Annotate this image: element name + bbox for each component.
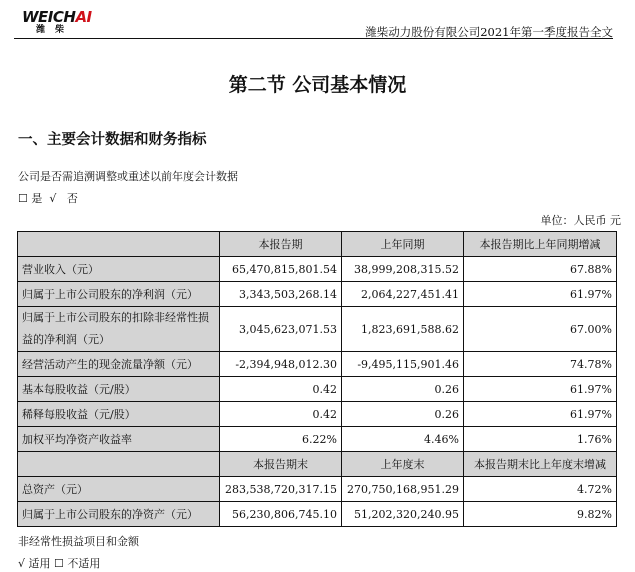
col-header: 本报告期末 bbox=[220, 452, 342, 477]
table-row: 基本每股收益（元/股） 0.42 0.26 61.97% bbox=[18, 377, 617, 402]
col-header: 本报告期 bbox=[220, 232, 342, 257]
col-header: 本报告期比上年同期增减 bbox=[464, 232, 617, 257]
nonrecurring-title: 非经常性损益项目和金额 bbox=[18, 535, 139, 548]
checkbox-empty-icon: ☐ bbox=[54, 557, 64, 570]
table-row: 归属于上市公司股东的扣除非经常性损益的净利润（元） 3,045,623,071.53 1,823,691,588.62 67.00% bbox=[18, 307, 617, 352]
table-row: 营业收入（元） 65,470,815,801.54 38,999,208,315.52 67.88% bbox=[18, 257, 617, 282]
logo-text-accent: AI bbox=[75, 8, 92, 26]
option-yes: 是 bbox=[31, 192, 43, 205]
option-not-applicable: 不适用 bbox=[67, 557, 101, 570]
logo-text: WEICH bbox=[22, 8, 76, 26]
header-divider bbox=[14, 38, 613, 39]
logo-chinese: 潍柴 bbox=[36, 25, 75, 35]
table-row: 经营活动产生的现金流量净额（元） -2,394,948,012.30 -9,495,115,901.46 74.78% bbox=[18, 352, 617, 377]
checkmark-icon: √ bbox=[49, 192, 57, 205]
subsection-title: 一、主要会计数据和财务指标 bbox=[18, 132, 207, 148]
table-header-row bbox=[18, 232, 617, 257]
table-row: 稀释每股收益（元/股） 0.42 0.26 61.97% bbox=[18, 402, 617, 427]
table-row: 总资产（元） 283,538,720,317.15 270,750,168,951.29 4.72% bbox=[18, 477, 617, 502]
financial-table bbox=[17, 231, 617, 527]
retro-question: 公司是否需追溯调整或重述以前年度会计数据 bbox=[18, 170, 238, 183]
table-row: 加权平均净资产收益率 6.22% 4.46% 1.76% bbox=[18, 427, 617, 452]
table-header-row bbox=[18, 452, 617, 477]
checkmark-icon: √ bbox=[18, 557, 26, 570]
weichai-logo bbox=[22, 8, 92, 35]
option-applicable: 适用 bbox=[28, 557, 51, 570]
col-header: 上年同期 bbox=[342, 232, 464, 257]
nonrecurring-options bbox=[18, 555, 100, 571]
unit-label: 单位：人民币 元 bbox=[540, 214, 621, 227]
col-header: 上年度末 bbox=[342, 452, 464, 477]
report-title: 潍柴动力股份有限公司2021年第一季度报告全文 bbox=[365, 25, 613, 39]
option-no: 否 bbox=[66, 192, 78, 205]
checkbox-empty-icon: ☐ bbox=[18, 192, 28, 205]
section-title: 第二节 公司基本情况 bbox=[228, 74, 407, 96]
col-header: 本报告期末比上年度末增减 bbox=[464, 452, 617, 477]
retro-options bbox=[18, 190, 78, 206]
table-row: 归属于上市公司股东的净利润（元） 3,343,503,268.14 2,064,227,451.41 61.97% bbox=[18, 282, 617, 307]
table-row: 归属于上市公司股东的净资产（元） 56,230,806,745.10 51,202,320,240.95 9.82% bbox=[18, 502, 617, 527]
